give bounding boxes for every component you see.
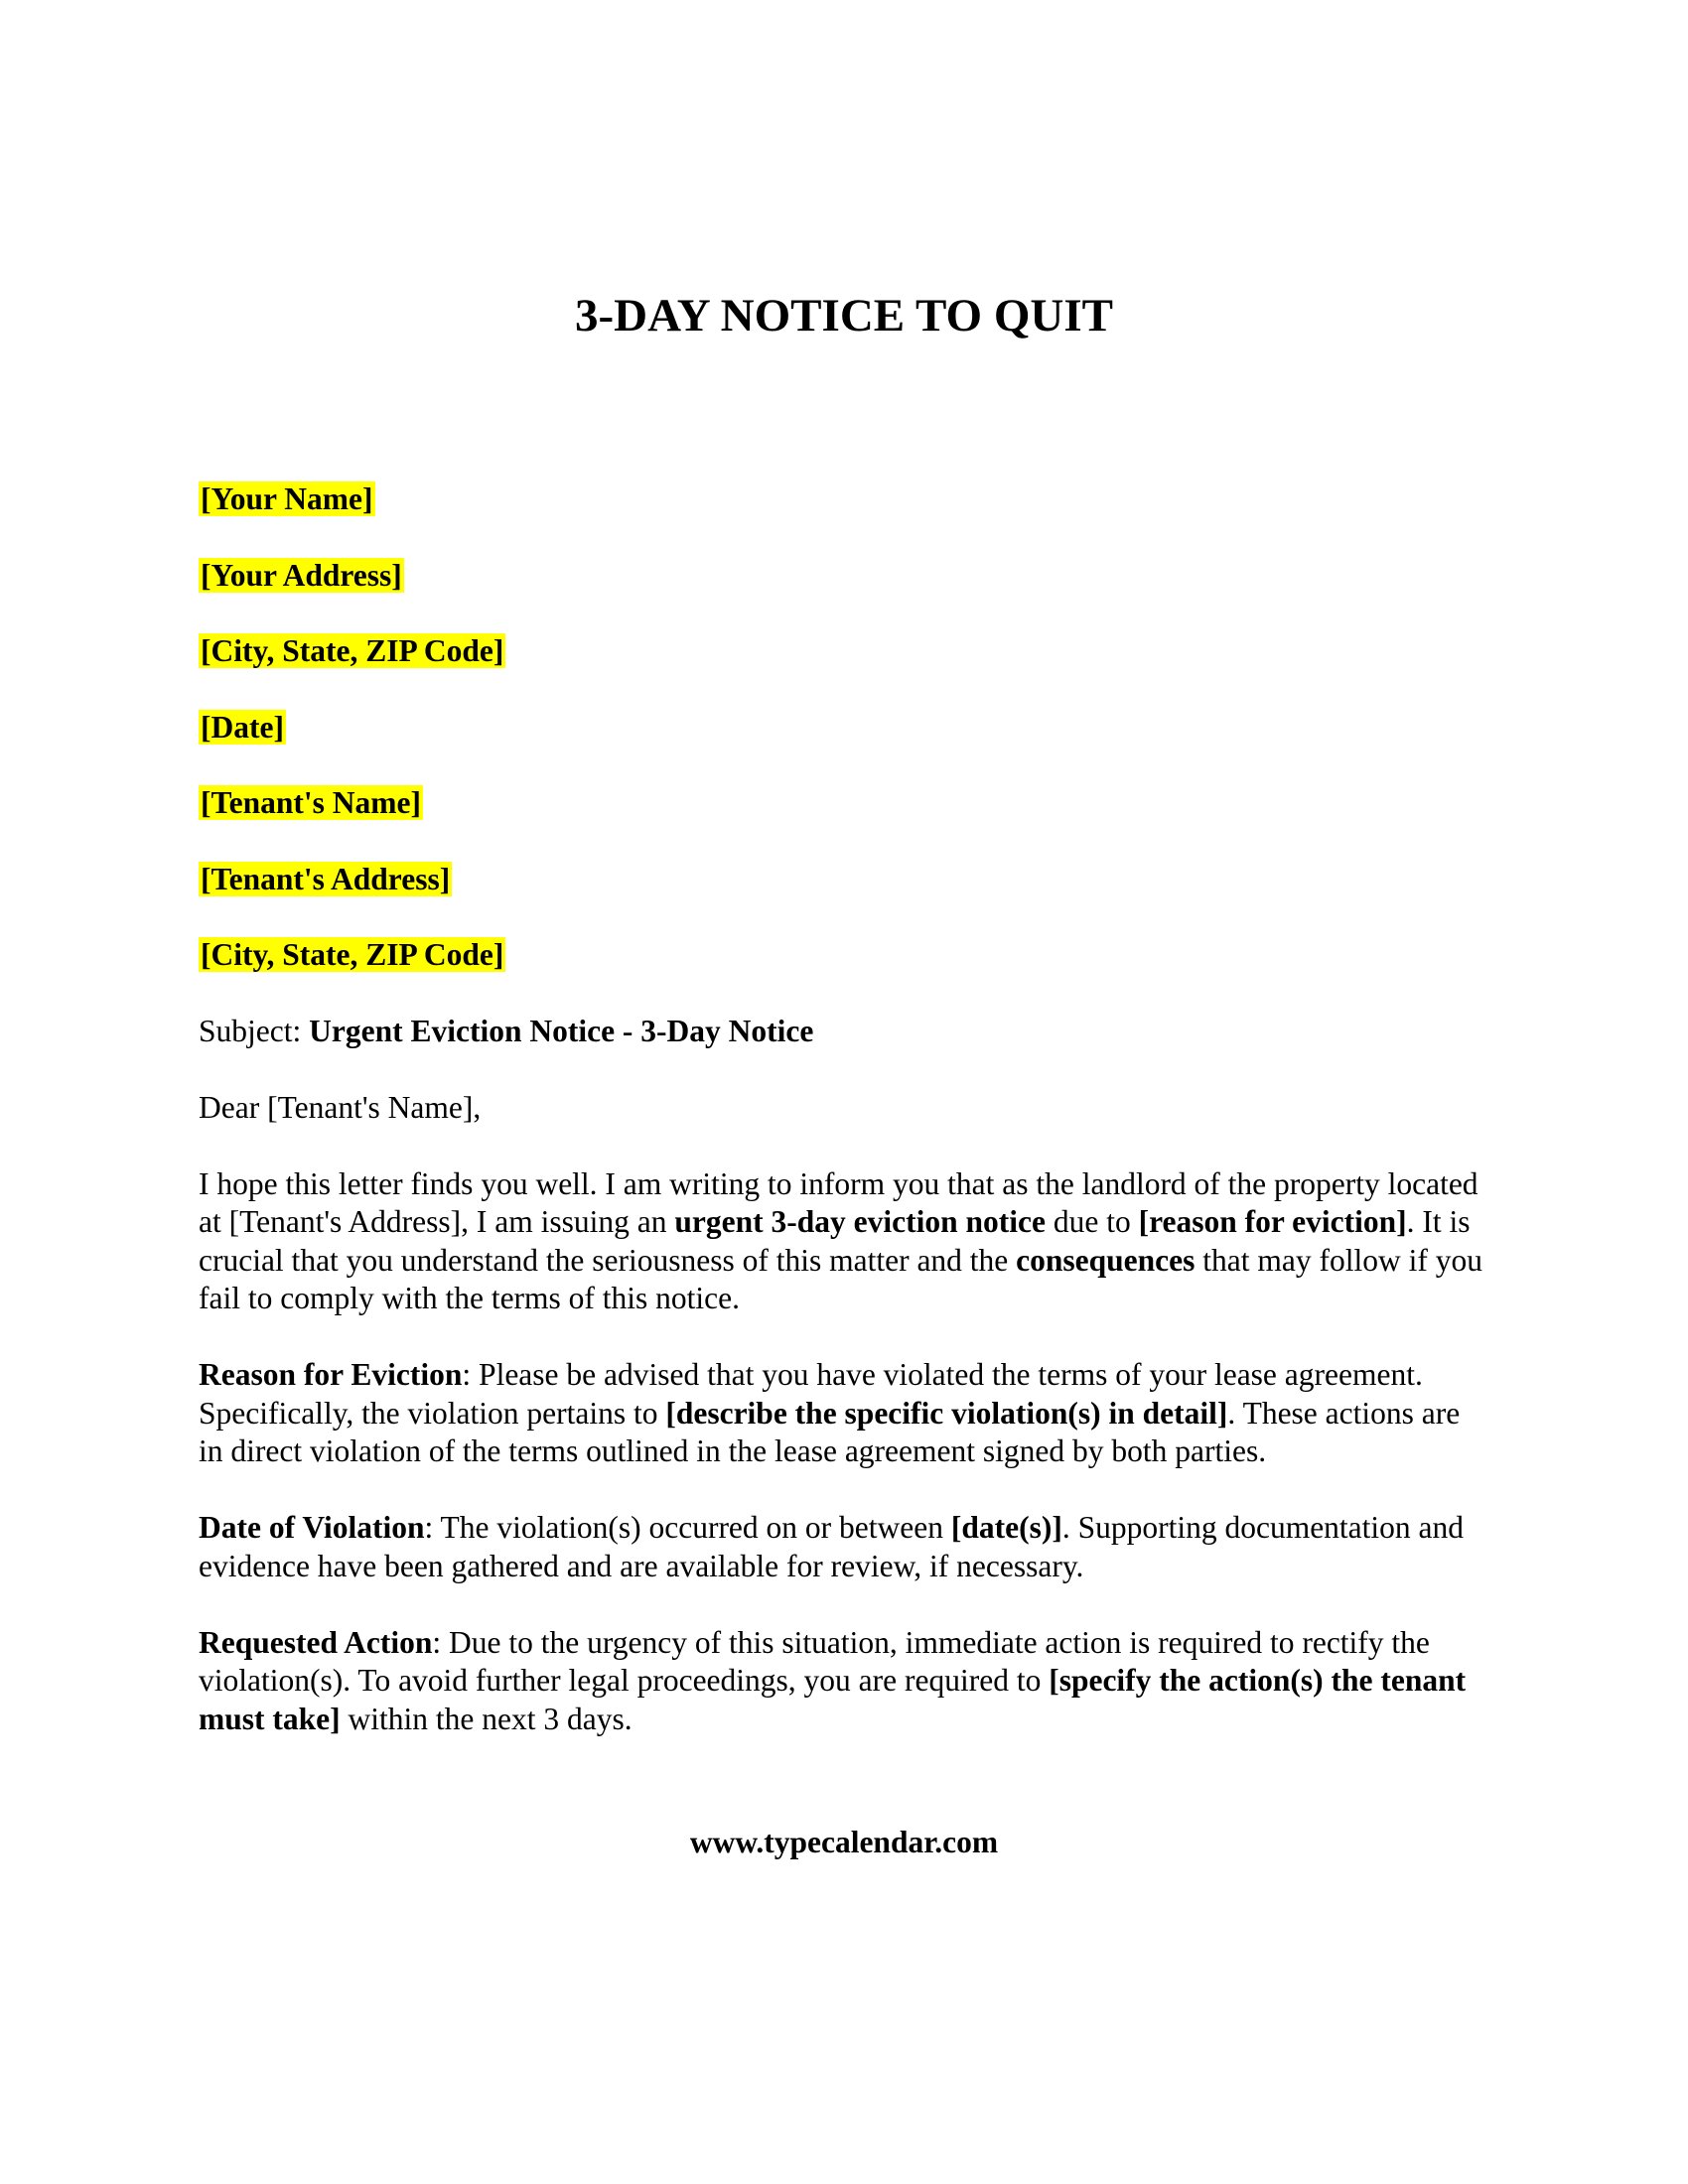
date-of-violation-heading: Date of Violation	[199, 1510, 425, 1545]
placeholder-highlight: [Tenant's Name]	[201, 785, 421, 820]
footer-website: www.typecalendar.com	[689, 1825, 999, 1859]
reason-paragraph	[199, 1356, 1489, 1471]
requested-action-heading: Requested Action	[199, 1624, 433, 1660]
field-tenant-name	[199, 784, 1489, 823]
intro-text: . It is crucial that you understand the seriousness of this matter and the	[199, 1204, 1471, 1278]
date-of-violation-text: . Supporting documentation and evidence have been gathered and are available for review, if necessary.	[199, 1510, 1465, 1583]
intro-emphasis: consequences	[1016, 1242, 1196, 1278]
date-of-violation-paragraph	[199, 1509, 1489, 1585]
field-tenant-city-state-zip	[199, 936, 1489, 975]
intro-text: due to	[1045, 1204, 1139, 1239]
reason-heading: Reason for Eviction	[199, 1357, 463, 1392]
placeholder-highlight: [City, State, ZIP Code]	[201, 937, 504, 972]
reason-emphasis: [describe the specific violation(s) in detail]	[665, 1395, 1228, 1431]
subject-value: Urgent Eviction Notice - 3-Day Notice	[309, 1013, 814, 1048]
requested-action-text: within the next 3 days.	[340, 1701, 633, 1736]
placeholder-highlight: [Your Name]	[201, 481, 373, 516]
field-your-name	[199, 480, 1489, 519]
date-of-violation-emphasis: [date(s)]	[950, 1510, 1062, 1545]
document-title: 3-DAY NOTICE TO QUIT	[575, 290, 1113, 341]
greeting: Dear [Tenant's Name],	[199, 1089, 482, 1125]
requested-action-text: : Due to the urgency of this situation, immediate action is required to rectify the violation(s). To avoid further legal proceedings, you are required to	[199, 1624, 1430, 1698]
date-of-violation-text: : The violation(s) occurred on or between	[424, 1510, 951, 1545]
field-sender-city-state-zip	[199, 632, 1489, 671]
placeholder-highlight: [Tenant's Address]	[201, 861, 451, 896]
reason-text: : Please be advised that you have violated the terms of your lease agreement. Specifically, the violation pertains to	[199, 1357, 1423, 1431]
field-your-address	[199, 557, 1489, 596]
field-tenant-address	[199, 861, 1489, 899]
intro-emphasis: [reason for eviction]	[1138, 1204, 1407, 1239]
subject-line	[199, 1013, 1489, 1051]
reason-text: . These actions are in direct violation of the terms outlined in the lease agreement signed by both parties.	[199, 1395, 1461, 1468]
requested-action-emphasis: [specify the action(s) the tenant must take]	[199, 1663, 1467, 1736]
intro-text: that may follow if you fail to comply with the terms of this notice.	[199, 1242, 1482, 1315]
document-body	[199, 480, 1489, 1777]
intro-text: I hope this letter finds you well. I am writing to inform you that as the landlord of the property located at [Tenant's Address], I am issuing an	[199, 1165, 1478, 1239]
placeholder-highlight: [City, State, ZIP Code]	[201, 633, 504, 668]
placeholder-highlight: [Date]	[201, 709, 284, 745]
intro-emphasis: urgent 3-day eviction notice	[674, 1204, 1046, 1239]
placeholder-highlight: [Your Address]	[201, 557, 402, 593]
intro-paragraph	[199, 1165, 1489, 1318]
field-date	[199, 709, 1489, 748]
requested-action-paragraph	[199, 1624, 1489, 1739]
subject-label: Subject:	[199, 1013, 310, 1048]
